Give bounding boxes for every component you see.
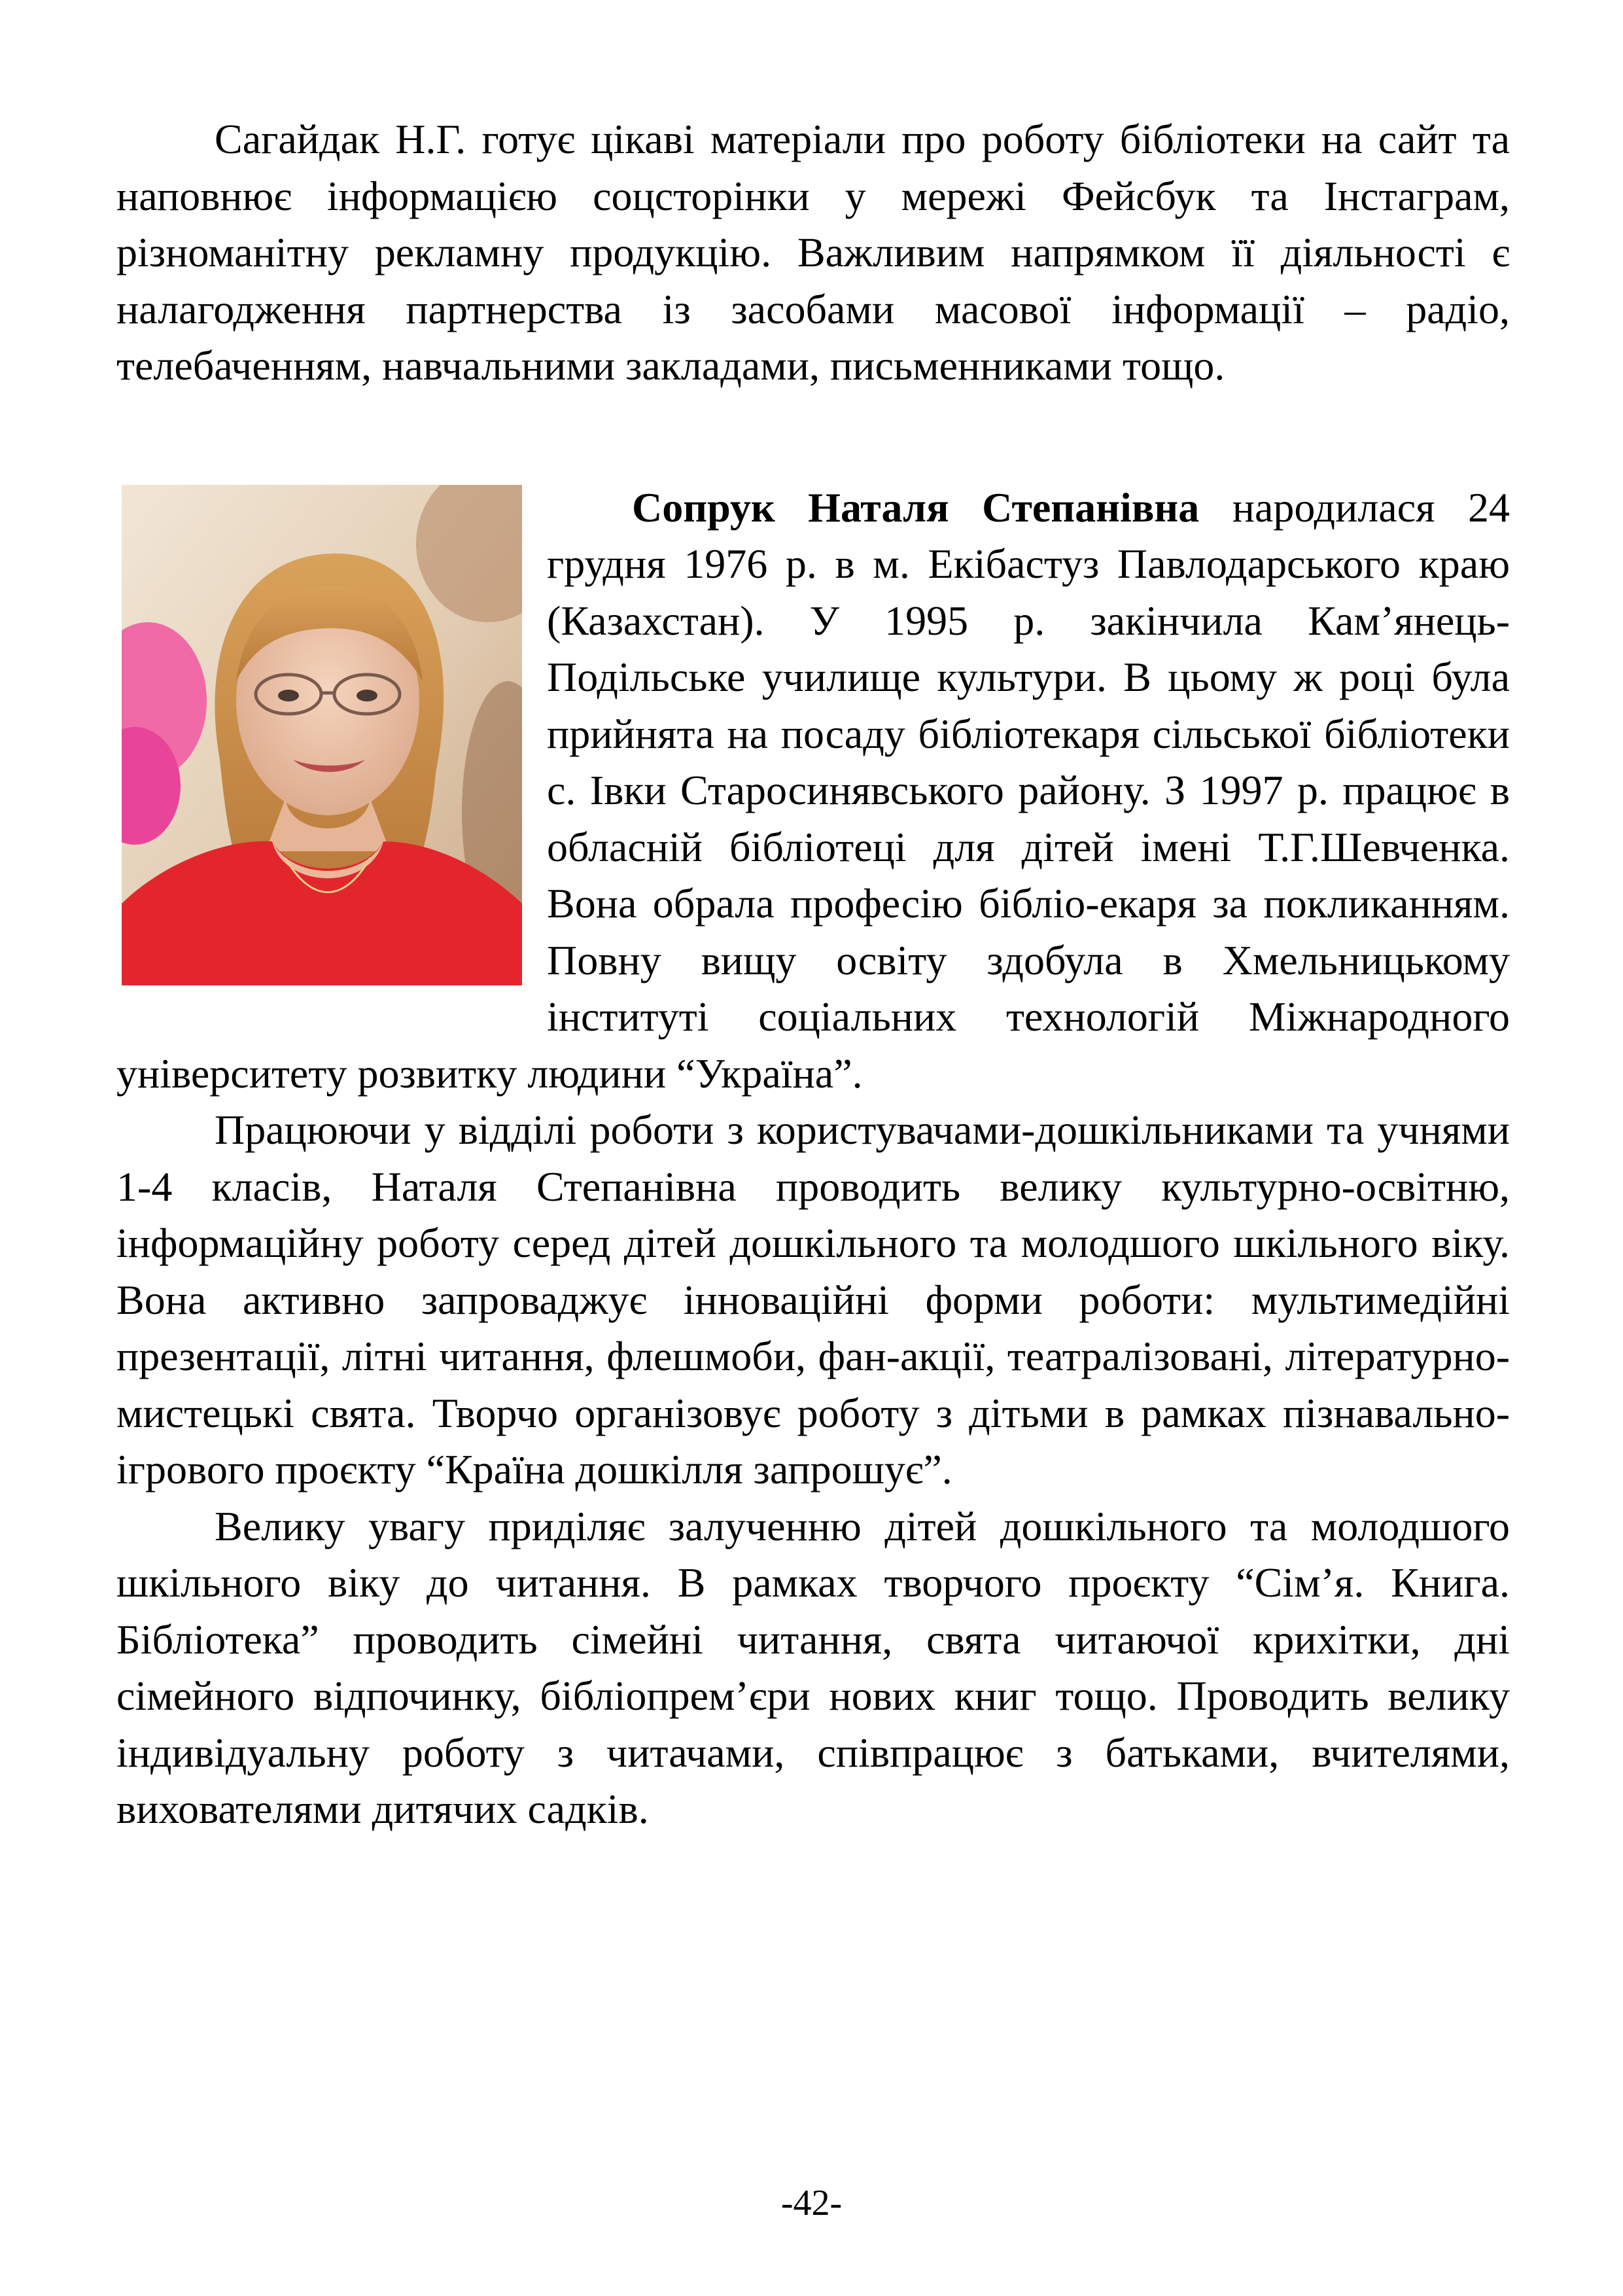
document-page [116,111,1510,1838]
paragraph-sahaidak: Сагайдак Н.Г. готує цікаві матеріали про роботу бібліотеки на сайт та наповнює інформацією соцсторінки у мережі Фейсбук та Інстаграм, різноманітну рекламну продукцію. Важливим напрямком її діяльності є налагодження партнерства із засобами масової інформації – радіо, телебаченням, навчальними закладами, письменниками тощо. [116,116,1510,389]
biography-text: народилася 24 грудня 1976 р. в м. Екібастуз Павлодарського краю (Казахстан). У 1995 р. закінчила Кам’янець-Подільське училище культури. В цьому ж році була прийнята на посаду бібліотекаря сільської бібліотеки с. Івки Старосинявського району. З 1997 р. працює в обласній бібліотеці для дітей імені Т.Г.Шевченка. Вона обрала професію бібліо-екаря за покликанням. Повну вищу освіту здобула в Хмельницькому інституті соціальних технологій Міжнародного університету розвитку людини “Україна”. [116,484,1510,1097]
paragraph-gap [116,395,1510,480]
portrait-photo-icon [122,485,522,985]
paragraph-reading: Велику увагу приділяє залученню дітей дошкільного та молодшого шкільного віку до читання. В рамках творчого проєкту “Сім’я. Книга. Бібліотека” проводить сімейні читання, свята читаючої крихітки, дні сімейного відпочинку, бібліопрем’єри нових книг тощо. Проводить велику індивідуальну роботу з читачами, співпрацює з батьками, вчителями, вихователями дитячих садків. [116,1502,1510,1832]
person-name: Сопрук Наталя Степанівна [632,484,1200,531]
paragraph-work: Працюючи у відділі роботи з користувачами-дошкільниками та учнями 1-4 класів, Наталя Степанівна проводить велику культурно-освітню, інформаційну роботу серед дітей дошкільного та молодшого шкільного віку. Вона активно запроваджує інноваційні форми роботи: мультимедійні презентації, літні читання, флешмоби, фан-акції, театралізовані, літературно-мистецькі свята. Творчо організовує роботу з дітьми в рамках пізнавально-ігрового проєкту “Країна дошкілля запрошує”. [116,1106,1510,1492]
portrait-photo [122,485,522,985]
page-number: -42- [780,2183,843,2223]
